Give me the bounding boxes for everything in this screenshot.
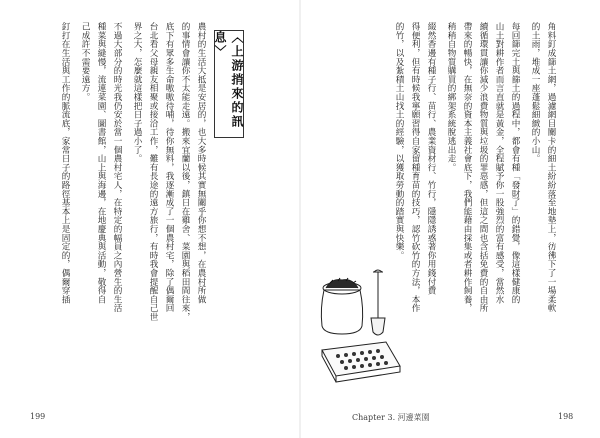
seedling-tray-icon	[322, 342, 400, 382]
text-column: 不過大部分的時光我仍安於當一個農村宅人，在特定的幅員之內營生的生活	[112, 22, 122, 313]
text-column: 綴然香邊有種子行、苗行、農業資材行、竹行，隱隱誘惑著你用錢付費	[426, 22, 436, 295]
shovel-icon	[371, 270, 385, 335]
soil-sack-shovel-seedling-tray-illustration	[316, 268, 412, 394]
soil-sack-icon	[321, 278, 362, 334]
text-column: 底下有眾多生命嗷嗷待哺，待你無料，我逐漸成了一個農村宅，除了偶爾回	[164, 22, 174, 313]
text-column: 帶來的暢快，在無奈的資本主義社會底下，我們能藉由採集或者耕作飼養，	[462, 22, 472, 313]
text-column: 台北看父母親友相聚或接洽工作，難有長途的遠方旅行，有時我會提醒自己世	[148, 22, 158, 322]
text-column: 的竹，以及紮積土山找土的經驗，以獲取勞動的踏實與快樂。	[394, 22, 404, 260]
text-column: 每回篩完土與篩土的過程中，都會有種「發財了」的錯覺，像這樣健康的	[510, 22, 520, 304]
section-heading-box	[214, 30, 244, 138]
page-number-left: 199	[30, 412, 46, 421]
text-column: 稍稍自物質購買的綁架系統脫逃出走。	[446, 22, 456, 172]
text-column: 得便利，但有時候我寧願習得自家留種育苗的技巧，認竹砍竹的方法，本作	[410, 22, 420, 313]
text-column: 的事情會讓你不太能走遠。搬來宜蘭以後，鎮日在雞舍、菜園與稻田間往來，	[180, 22, 190, 322]
text-column: 界之大，怎麼就這樣把日子過小了。	[132, 22, 142, 163]
section-heading: 〈上游捎來的訊息〉	[213, 31, 244, 129]
text-column: 續循環貫讓你減少浪費物質與垃圾的罪惡感，但這之間也含括免費的自由所	[478, 22, 488, 313]
text-column: 己成許不需要遠方。	[80, 22, 90, 102]
text-column: 種菜與縫慢，流連菜園、圖書館，山上與海邊，在地慶典與活動，敬得自	[96, 22, 106, 304]
page-number-right: 198	[558, 412, 574, 421]
text-column: 的土雨，堆成一座蓬鬆細緻的小山。	[530, 22, 540, 163]
text-column: 釘打在生活與工作的脈流底，家常日子的路徑基本上是固定的，偶爾穿插	[60, 22, 70, 304]
running-head: Chapter 3. 河邊菜園	[352, 413, 430, 422]
text-column: 山土對耕作者而言直就是黃金，全程賦予你一股強烈的富有感受，當然水	[494, 22, 504, 304]
text-column: 角料釘成篩土網，過濾網目關卡的細土紛紛落至地墊上，彷彿下了一場柔軟	[546, 22, 556, 313]
text-column: 農村的生活大抵是安居的，也大多時候其實無關乎你想不想，在農村所做	[196, 22, 206, 304]
